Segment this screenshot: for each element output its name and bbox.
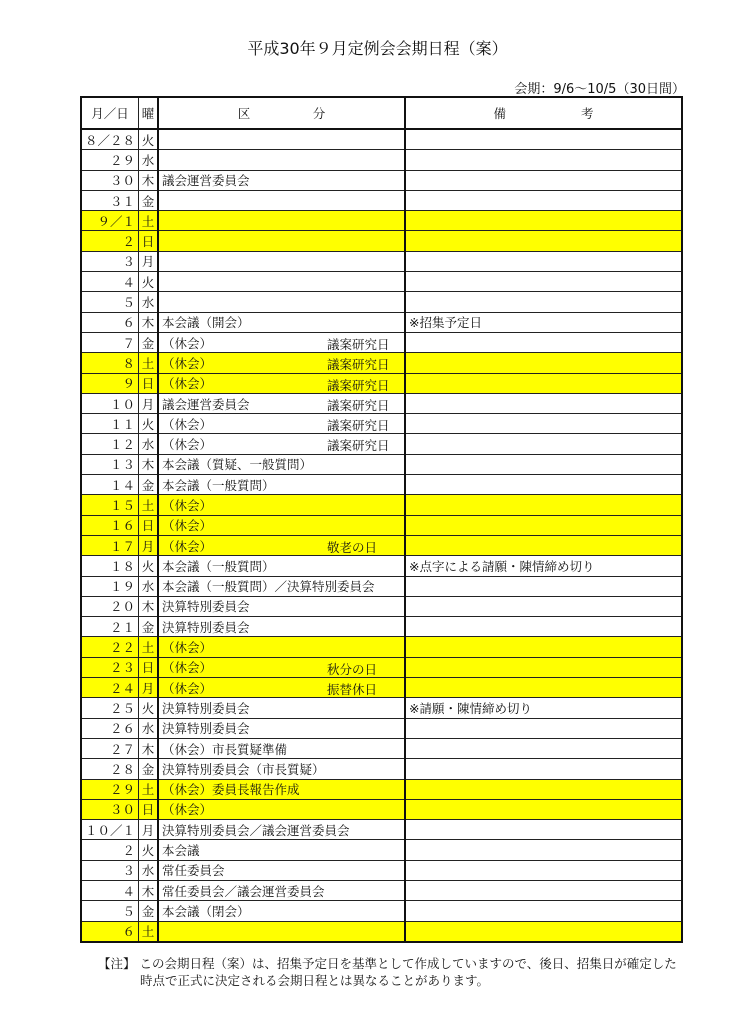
- remarks-cell: [405, 678, 682, 698]
- category-text: 本会議（一般質問）: [162, 558, 275, 574]
- category-text: （休会）: [162, 518, 213, 534]
- category-cell: [158, 475, 405, 495]
- category-cell: [158, 617, 405, 637]
- table-row: [81, 799, 682, 819]
- category-note: 議案研究日: [327, 418, 390, 434]
- session-period: 会期：9/6～10/5（30日間）: [514, 82, 685, 97]
- category-cell: [158, 880, 405, 900]
- category-cell: [158, 678, 405, 698]
- category-note: 議案研究日: [327, 357, 390, 373]
- category-cell: [158, 596, 405, 616]
- header-remarks: 備 考: [405, 97, 682, 129]
- category-note: 振替休日: [327, 682, 378, 698]
- remarks-cell: [405, 515, 682, 535]
- table-row: [81, 272, 682, 292]
- weekday-cell: 金: [139, 190, 159, 210]
- header-dow: 曜: [139, 97, 159, 129]
- date-cell: ２: [81, 840, 139, 860]
- weekday-cell: 木: [139, 880, 159, 900]
- date-cell: ３: [81, 860, 139, 880]
- category-cell: [158, 373, 405, 393]
- remarks-cell: [405, 150, 682, 170]
- category-text: 本会議（一般質問）: [162, 477, 275, 493]
- table-row: [81, 576, 682, 596]
- date-cell: ２５: [81, 698, 139, 718]
- weekday-cell: 月: [139, 535, 159, 555]
- date-cell: １０: [81, 393, 139, 413]
- category-cell: [158, 921, 405, 942]
- category-cell: [158, 556, 405, 576]
- remarks-cell: [405, 880, 682, 900]
- category-text: 議会運営委員会: [162, 173, 250, 189]
- date-cell: １８: [81, 556, 139, 576]
- table-row: [81, 860, 682, 880]
- table-row: [81, 657, 682, 677]
- remarks-cell: ※点字による請願・陳情締め切り: [405, 556, 682, 576]
- table-row: [81, 617, 682, 637]
- category-text: （休会）市長質疑準備: [162, 741, 288, 757]
- date-cell: ７: [81, 332, 139, 352]
- category-text: （休会）: [162, 437, 213, 453]
- weekday-cell: 水: [139, 150, 159, 170]
- category-text: （休会）: [162, 497, 213, 513]
- remarks-cell: [405, 657, 682, 677]
- table-body: [81, 129, 682, 942]
- page-title: 平成30年９月定例会会期日程（案）: [247, 39, 508, 58]
- table-row: [81, 150, 682, 170]
- weekday-cell: 火: [139, 272, 159, 292]
- remarks-cell: [405, 393, 682, 413]
- weekday-cell: 月: [139, 678, 159, 698]
- category-cell: [158, 840, 405, 860]
- table-row: [81, 637, 682, 657]
- table-row: [81, 312, 682, 332]
- date-cell: ２２: [81, 637, 139, 657]
- weekday-cell: 木: [139, 170, 159, 190]
- category-cell: [158, 698, 405, 718]
- footnote: [98, 955, 677, 989]
- category-note: 秋分の日: [327, 661, 378, 677]
- date-cell: ４: [81, 272, 139, 292]
- table-row: [81, 414, 682, 434]
- table-row: [81, 251, 682, 271]
- date-cell: ９／１: [81, 211, 139, 231]
- weekday-cell: 日: [139, 657, 159, 677]
- category-cell: [158, 393, 405, 413]
- table-row: [81, 170, 682, 190]
- remarks-cell: [405, 759, 682, 779]
- date-cell: ５: [81, 901, 139, 921]
- category-text: （休会）: [162, 416, 213, 432]
- table-row: [81, 840, 682, 860]
- table-row: [81, 556, 682, 576]
- table-row: [81, 231, 682, 251]
- remarks-cell: [405, 495, 682, 515]
- remarks-cell: [405, 718, 682, 738]
- weekday-cell: 木: [139, 596, 159, 616]
- category-cell: [158, 820, 405, 840]
- table-row: [81, 332, 682, 352]
- schedule-table: [80, 96, 683, 943]
- table-row: [81, 698, 682, 718]
- remarks-cell: [405, 231, 682, 251]
- remarks-cell: [405, 617, 682, 637]
- weekday-cell: 金: [139, 475, 159, 495]
- weekday-cell: 金: [139, 759, 159, 779]
- date-cell: ２７: [81, 738, 139, 758]
- remarks-cell: [405, 475, 682, 495]
- weekday-cell: 金: [139, 332, 159, 352]
- remarks-cell: [405, 353, 682, 373]
- header-category: 区 分: [158, 97, 405, 129]
- weekday-cell: 日: [139, 799, 159, 819]
- remarks-cell: ※招集予定日: [405, 312, 682, 332]
- table-row: [81, 738, 682, 758]
- weekday-cell: 火: [139, 698, 159, 718]
- category-cell: [158, 637, 405, 657]
- remarks-cell: [405, 434, 682, 454]
- category-text: （休会）: [162, 376, 213, 392]
- date-cell: ２９: [81, 150, 139, 170]
- category-cell: [158, 799, 405, 819]
- remarks-cell: ※請願・陳情締め切り: [405, 698, 682, 718]
- weekday-cell: 水: [139, 718, 159, 738]
- category-cell: [158, 150, 405, 170]
- date-cell: ３０: [81, 170, 139, 190]
- date-cell: ２０: [81, 596, 139, 616]
- remarks-cell: [405, 190, 682, 210]
- date-cell: ２１: [81, 617, 139, 637]
- remarks-cell: [405, 251, 682, 271]
- table-row: [81, 678, 682, 698]
- weekday-cell: 火: [139, 556, 159, 576]
- remarks-cell: [405, 535, 682, 555]
- table-row: [81, 779, 682, 799]
- footnote-line-1: 【注】 この会期日程（案）は、招集予定日を基準として作成していますので、後日、招集日が確定した: [98, 956, 677, 971]
- category-cell: [158, 535, 405, 555]
- date-cell: ８／２８: [81, 129, 139, 150]
- table-row: [81, 292, 682, 312]
- category-cell: [158, 515, 405, 535]
- table-row: [81, 596, 682, 616]
- date-cell: １５: [81, 495, 139, 515]
- category-text: 本会議（開会）: [162, 315, 250, 331]
- category-text: （休会）: [162, 680, 213, 696]
- weekday-cell: 土: [139, 211, 159, 231]
- category-cell: [158, 353, 405, 373]
- remarks-cell: [405, 332, 682, 352]
- table-row: [81, 718, 682, 738]
- category-cell: [158, 129, 405, 150]
- date-cell: ５: [81, 292, 139, 312]
- remarks-cell: [405, 373, 682, 393]
- date-cell: １９: [81, 576, 139, 596]
- date-cell: １４: [81, 475, 139, 495]
- date-cell: １７: [81, 535, 139, 555]
- category-note: 議案研究日: [327, 438, 390, 454]
- weekday-cell: 水: [139, 434, 159, 454]
- table-row: [81, 820, 682, 840]
- remarks-cell: [405, 170, 682, 190]
- category-text: 本会議: [162, 843, 200, 859]
- date-cell: ２３: [81, 657, 139, 677]
- date-cell: ２: [81, 231, 139, 251]
- date-cell: １２: [81, 434, 139, 454]
- category-cell: [158, 312, 405, 332]
- category-note: 議案研究日: [327, 336, 390, 352]
- category-cell: [158, 495, 405, 515]
- category-text: 決算特別委員会: [162, 721, 250, 737]
- category-cell: [158, 332, 405, 352]
- date-cell: １６: [81, 515, 139, 535]
- remarks-cell: [405, 454, 682, 474]
- table-row: [81, 921, 682, 942]
- table-row: [81, 353, 682, 373]
- weekday-cell: 日: [139, 373, 159, 393]
- weekday-cell: 土: [139, 353, 159, 373]
- weekday-cell: 火: [139, 414, 159, 434]
- category-cell: [158, 738, 405, 758]
- table-row: [81, 515, 682, 535]
- category-cell: [158, 657, 405, 677]
- remarks-cell: [405, 272, 682, 292]
- weekday-cell: 金: [139, 617, 159, 637]
- category-text: 決算特別委員会: [162, 619, 250, 635]
- category-text: 本会議（質疑、一般質問）: [162, 457, 313, 473]
- weekday-cell: 木: [139, 738, 159, 758]
- weekday-cell: 木: [139, 454, 159, 474]
- category-cell: [158, 454, 405, 474]
- category-text: 決算特別委員会／議会運営委員会: [162, 822, 350, 838]
- table-row: [81, 434, 682, 454]
- date-cell: ８: [81, 353, 139, 373]
- date-cell: １１: [81, 414, 139, 434]
- category-text: （休会）: [162, 538, 213, 554]
- weekday-cell: 月: [139, 393, 159, 413]
- date-cell: ９: [81, 373, 139, 393]
- category-cell: [158, 231, 405, 251]
- category-cell: [158, 272, 405, 292]
- weekday-cell: 火: [139, 840, 159, 860]
- remarks-cell: [405, 779, 682, 799]
- weekday-cell: 日: [139, 515, 159, 535]
- category-cell: [158, 576, 405, 596]
- remarks-cell: [405, 799, 682, 819]
- date-cell: ６: [81, 312, 139, 332]
- category-text: （休会）: [162, 640, 213, 656]
- weekday-cell: 水: [139, 576, 159, 596]
- table-row: [81, 211, 682, 231]
- date-cell: ２６: [81, 718, 139, 738]
- weekday-cell: 土: [139, 495, 159, 515]
- category-cell: [158, 860, 405, 880]
- remarks-cell: [405, 596, 682, 616]
- table-row: [81, 454, 682, 474]
- remarks-cell: [405, 414, 682, 434]
- weekday-cell: 月: [139, 251, 159, 271]
- date-cell: ２９: [81, 779, 139, 799]
- category-cell: [158, 292, 405, 312]
- weekday-cell: 火: [139, 129, 159, 150]
- remarks-cell: [405, 901, 682, 921]
- weekday-cell: 土: [139, 637, 159, 657]
- category-text: （休会）: [162, 335, 213, 351]
- category-cell: [158, 211, 405, 231]
- category-cell: [158, 251, 405, 271]
- category-cell: [158, 759, 405, 779]
- date-cell: １０／１: [81, 820, 139, 840]
- weekday-cell: 水: [139, 860, 159, 880]
- date-cell: ３１: [81, 190, 139, 210]
- category-cell: [158, 190, 405, 210]
- weekday-cell: 土: [139, 779, 159, 799]
- weekday-cell: 水: [139, 292, 159, 312]
- header-date: 月／日: [81, 97, 139, 129]
- weekday-cell: 日: [139, 231, 159, 251]
- remarks-cell: [405, 820, 682, 840]
- weekday-cell: 木: [139, 312, 159, 332]
- category-note: 敬老の日: [327, 539, 378, 555]
- weekday-cell: 金: [139, 901, 159, 921]
- category-text: 本会議（閉会）: [162, 903, 250, 919]
- remarks-cell: [405, 921, 682, 942]
- table-row: [81, 129, 682, 150]
- date-cell: ２４: [81, 678, 139, 698]
- table-row: [81, 190, 682, 210]
- remarks-cell: [405, 637, 682, 657]
- table-row: [81, 535, 682, 555]
- date-cell: ４: [81, 880, 139, 900]
- date-cell: ３: [81, 251, 139, 271]
- category-text: （休会）: [162, 355, 213, 371]
- remarks-cell: [405, 292, 682, 312]
- remarks-cell: [405, 738, 682, 758]
- category-cell: [158, 434, 405, 454]
- remarks-cell: [405, 576, 682, 596]
- category-cell: [158, 414, 405, 434]
- table-row: [81, 373, 682, 393]
- remarks-cell: [405, 211, 682, 231]
- category-text: （休会）委員長報告作成: [162, 782, 300, 798]
- category-text: 常任委員会／議会運営委員会: [162, 883, 325, 899]
- remarks-cell: [405, 129, 682, 150]
- date-cell: １３: [81, 454, 139, 474]
- date-cell: ６: [81, 921, 139, 942]
- category-text: 常任委員会: [162, 863, 225, 879]
- category-text: 決算特別委員会: [162, 599, 250, 615]
- date-cell: ３０: [81, 799, 139, 819]
- table-row: [81, 880, 682, 900]
- table-row: [81, 495, 682, 515]
- table-row: [81, 901, 682, 921]
- date-cell: ２８: [81, 759, 139, 779]
- category-text: （休会）: [162, 660, 213, 676]
- weekday-cell: 土: [139, 921, 159, 942]
- table-header: [81, 97, 682, 129]
- remarks-cell: [405, 860, 682, 880]
- category-cell: [158, 170, 405, 190]
- footnote-line-2: 時点で正式に決定される会期日程とは異なることがあります。: [140, 973, 490, 988]
- category-cell: [158, 718, 405, 738]
- category-text: 本会議（一般質問）／決算特別委員会: [162, 579, 375, 595]
- category-cell: [158, 901, 405, 921]
- table-row: [81, 475, 682, 495]
- category-note: 議案研究日: [327, 397, 390, 413]
- category-text: 議会運営委員会: [162, 396, 250, 412]
- category-note: 議案研究日: [327, 377, 390, 393]
- table-row: [81, 759, 682, 779]
- weekday-cell: 月: [139, 820, 159, 840]
- category-text: 決算特別委員会（市長質疑）: [162, 761, 325, 777]
- category-text: 決算特別委員会: [162, 700, 250, 716]
- remarks-cell: [405, 840, 682, 860]
- table-row: [81, 393, 682, 413]
- category-cell: [158, 779, 405, 799]
- category-text: （休会）: [162, 802, 213, 818]
